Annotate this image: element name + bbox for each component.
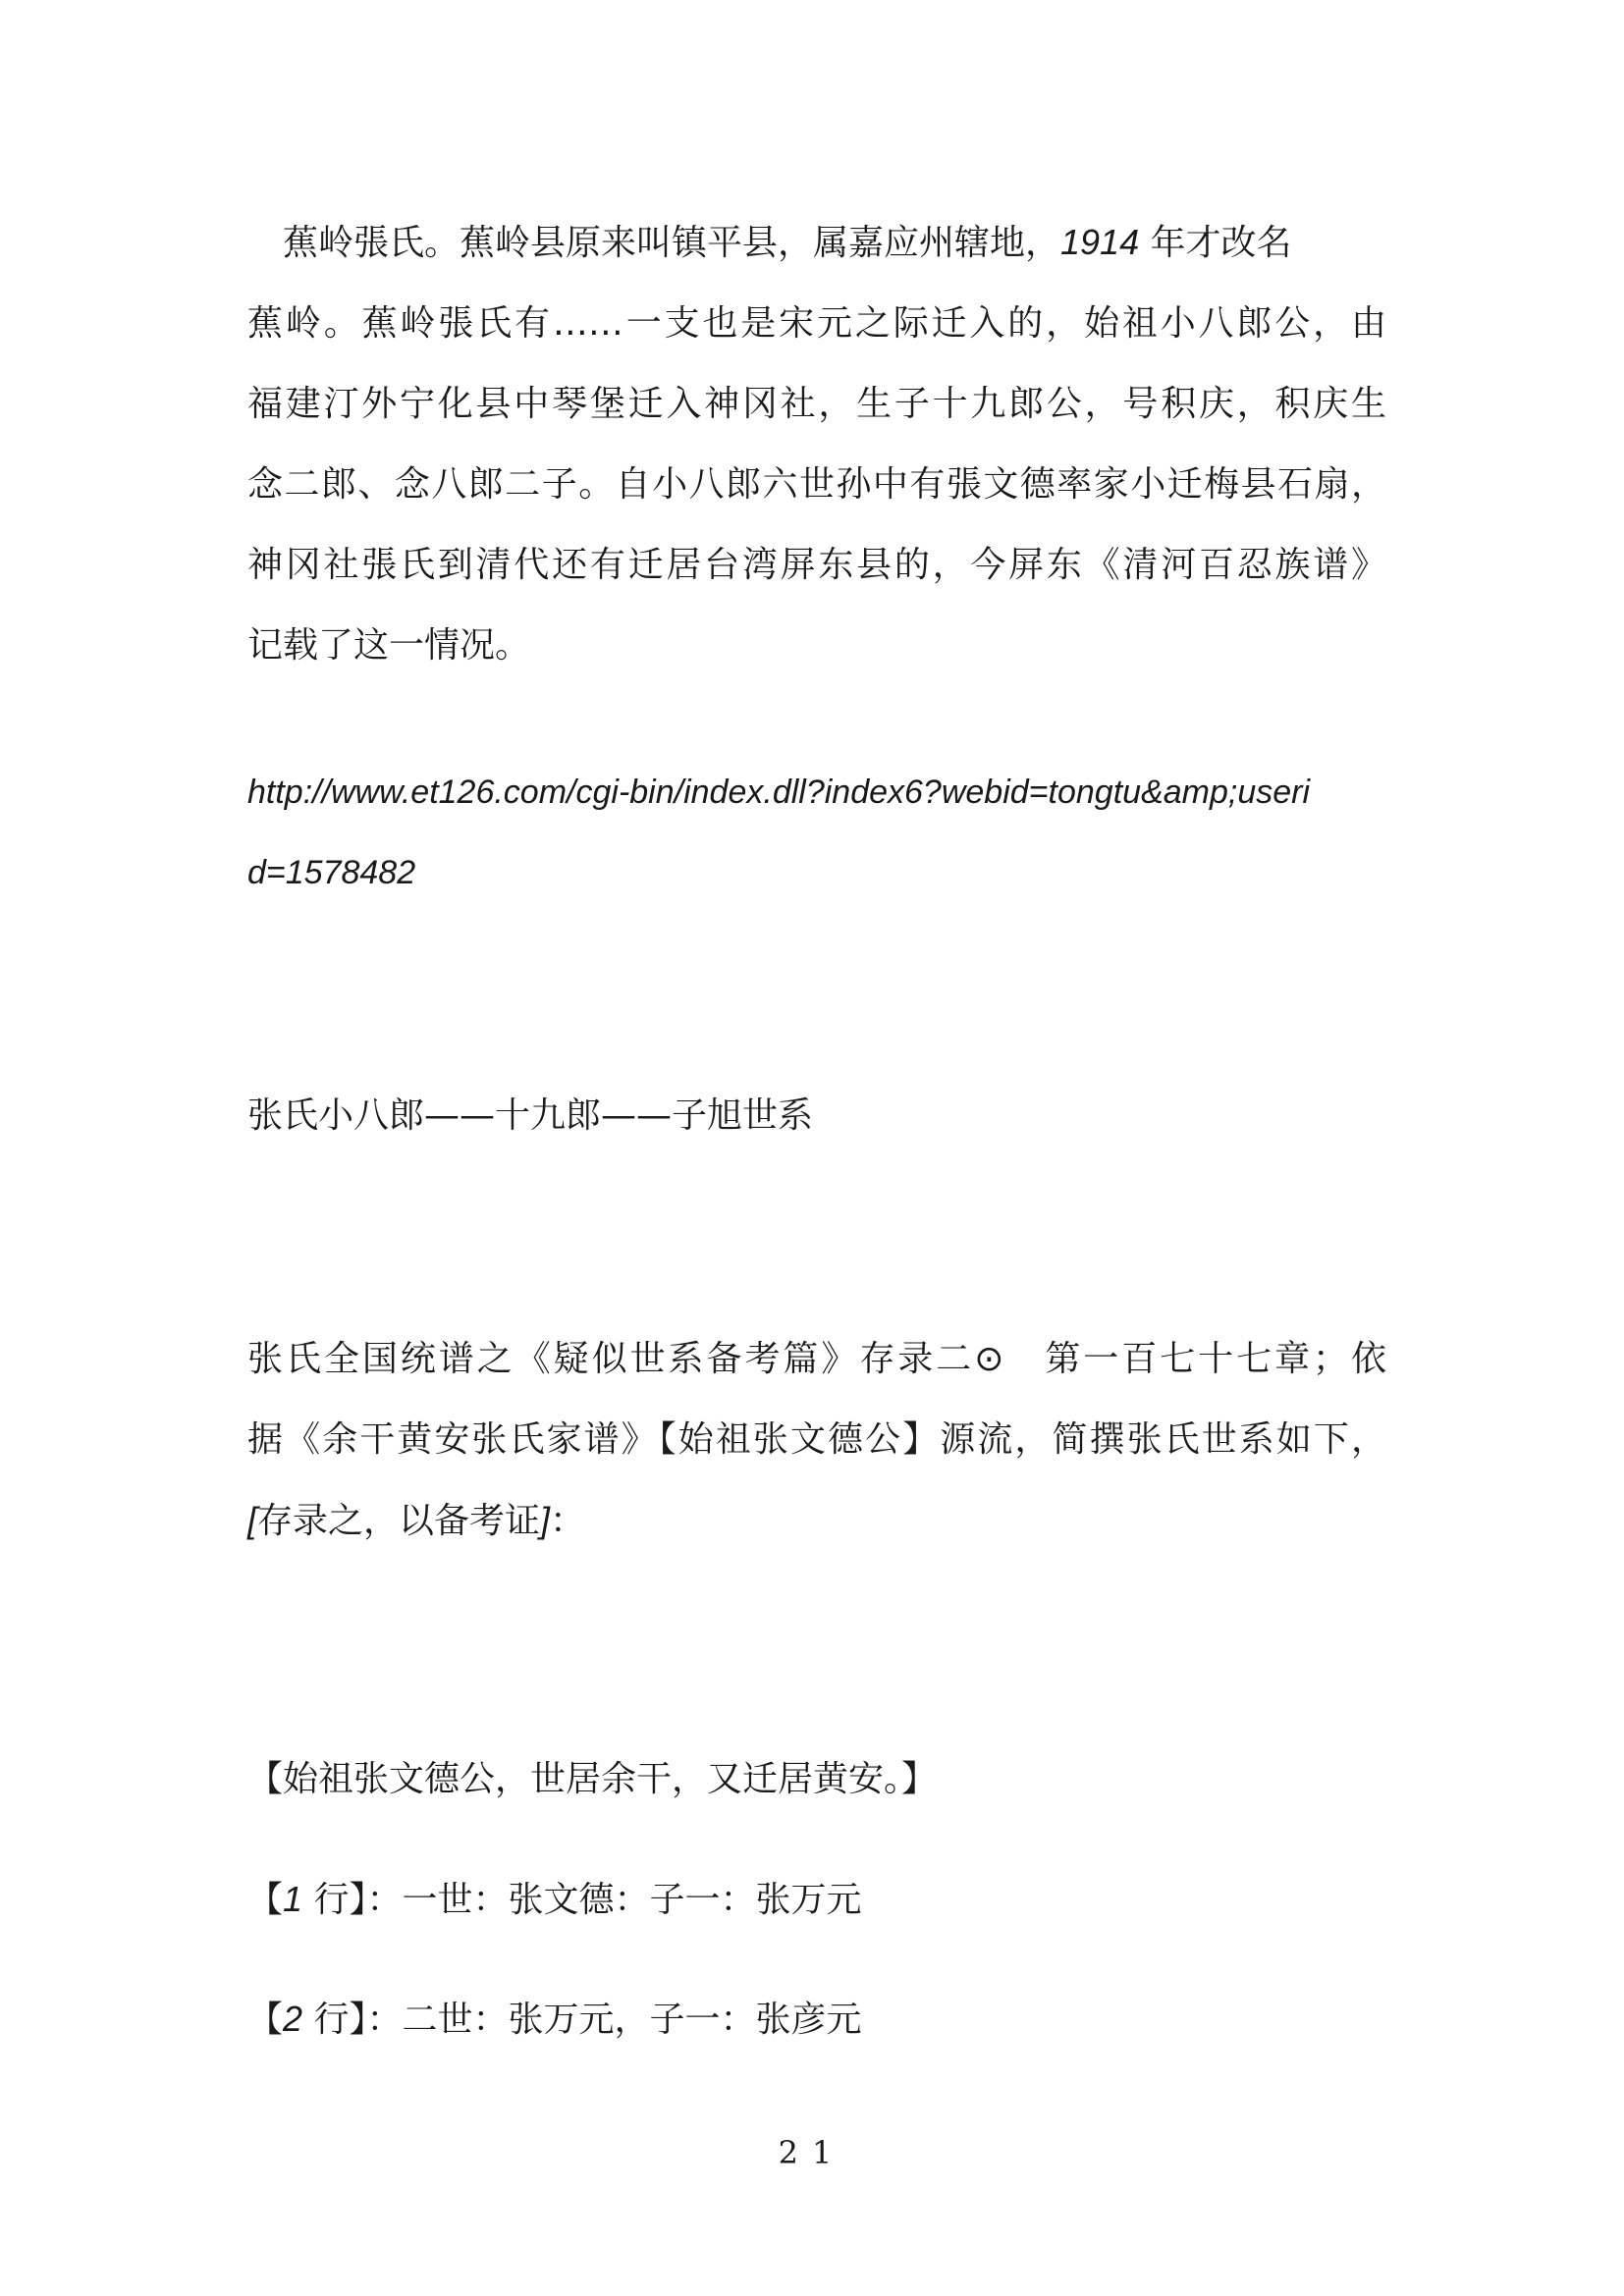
intro-line-1-tail: 年才改名 [1139, 223, 1292, 263]
generation-2-number: 2 [283, 1999, 303, 2039]
generation-2-line [247, 1979, 1386, 2060]
founder-text: 【始祖张文德公，世居余干，又迁居黄安。】 [247, 1759, 938, 1799]
reference-line-1: 张氏全国统谱之《疑似世系备考篇》存录二⊙ 第一百七十七章；依 [247, 1339, 1386, 1379]
intro-line-1-text: 蕉岭張氏。蕉岭县原来叫镇平县，属嘉应州辖地， [283, 223, 1061, 263]
page-number: 21 [778, 2134, 846, 2171]
generation-1-open: 【 [247, 1880, 284, 1920]
generation-2-open: 【 [247, 2000, 284, 2040]
lineage-heading-text: 张氏小八郎——十九郎——子旭世系 [247, 1095, 814, 1136]
intro-line-4: 念二郎、念八郎二子。自小八郎六世孙中有張文德率家小迁梅县石扇， [247, 464, 1386, 505]
close-bracket: ] [540, 1500, 551, 1540]
founder-line [247, 1739, 1386, 1820]
reference-line-2: 据《余干黄安张氏家谱》【始祖张文德公】源流，简撰张氏世系如下， [247, 1419, 1386, 1460]
intro-line-5: 神冈社張氏到清代还有迁居台湾屏东县的，今屏东《清河百忍族谱》 [247, 545, 1386, 585]
reference-colon: ： [550, 1501, 586, 1541]
url-line-1: http://www.et126.com/cgi-bin/index.dll?index6?webid=tongtu&amp;useri [247, 774, 1311, 811]
reference-line-3 [247, 1480, 1386, 1562]
intro-line-6: 记载了这一情况。 [247, 625, 531, 666]
generation-1-number: 1 [283, 1879, 303, 1919]
year-number: 1914 [1060, 222, 1140, 262]
reference-paragraph [247, 1319, 1386, 1562]
source-url [247, 752, 1386, 913]
generation-1 [247, 1859, 1386, 1941]
url-line-2: d=1578482 [247, 854, 416, 891]
reference-note: 存录之，以备考证 [257, 1501, 541, 1541]
intro-line-2: 蕉岭。蕉岭張氏有……一支也是宋元之际迁入的，始祖小八郎公，由 [247, 303, 1386, 344]
generation-1-text: 行】：一世：张文德：子一：张万元 [302, 1880, 862, 1920]
generation-2-text: 行】：二世：张万元，子一：张彦元 [302, 2000, 862, 2040]
lineage-heading [247, 1076, 1386, 1156]
generation-1-line [247, 1859, 1386, 1941]
intro-line-3: 福建汀外宁化县中琴堡迁入神冈社，生子十九郎公，号积庆，积庆生 [247, 384, 1386, 424]
open-bracket: [ [247, 1500, 258, 1540]
intro-paragraph [247, 202, 1386, 686]
intro-line-1 [247, 202, 1386, 284]
generation-2 [247, 1979, 1386, 2060]
